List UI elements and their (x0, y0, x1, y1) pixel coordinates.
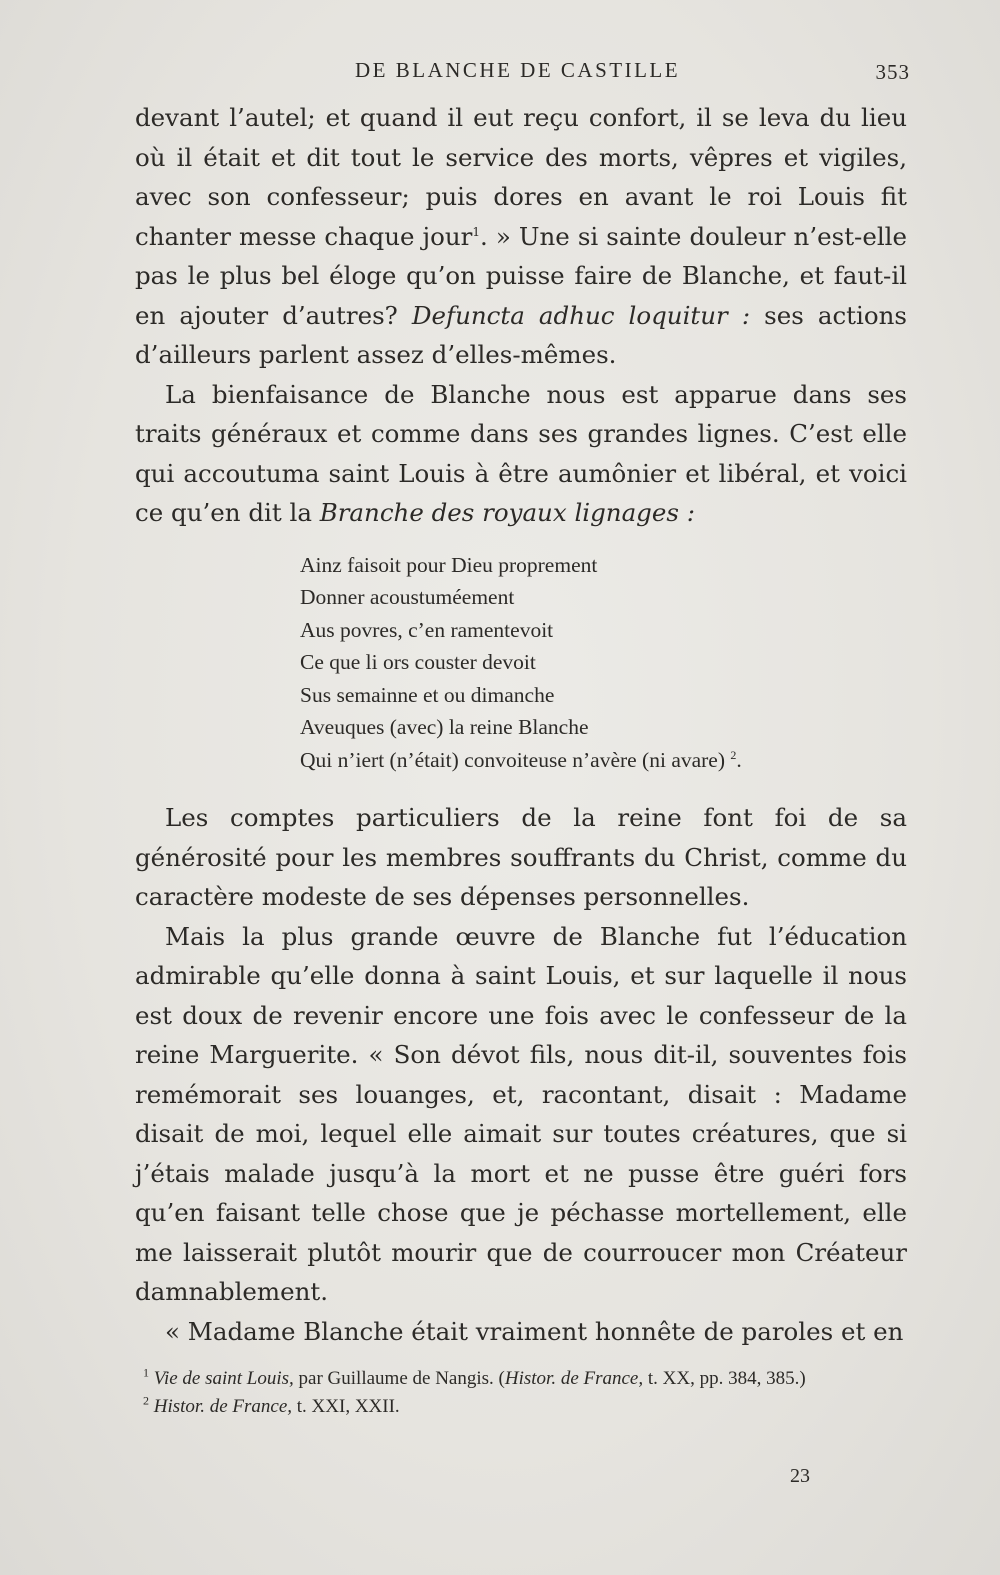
footnote-2-source: Histor. de France, (153, 1396, 293, 1417)
verse-line: Aus povres, c’en ramentevoit (300, 617, 554, 642)
paragraph-2 (135, 375, 907, 533)
verse-line: Sus semainne et ou dimanche (300, 682, 555, 707)
verse-line: Donner acoustuméement (300, 585, 515, 609)
verse-line-last (300, 744, 907, 777)
signature-mark: 23 (790, 1465, 810, 1487)
text-run: par Guillaume de Nangis. ( (293, 1368, 505, 1389)
footnote-1-source: Histor. de France, (504, 1368, 644, 1389)
page-header (130, 58, 910, 88)
work-title: Branche des royaux lignages : (319, 498, 695, 527)
verse-line: Ce que li ors couster devoit (300, 650, 536, 674)
text-run: ses actions d’ailleurs parlent assez d’elles-mêmes. (135, 300, 907, 369)
footnote-1 (125, 1365, 910, 1393)
footnote-2 (125, 1393, 910, 1421)
text-run: . » Une si sainte douleur n’est-elle pas le plus bel éloge qu’on puisse faire de Blanche, et faut-il en ajouter d’autres? (135, 221, 907, 330)
footnote-2-mark: 2 (143, 1393, 149, 1408)
text-run: devant l’autel; et quand il eut reçu confort, il se leva du lieu où il était et dit tout le service des morts, vêpres et vigiles, avec son confesseur; puis dores en avant le roi Louis fit chanter messe chaque jour (135, 103, 907, 251)
verse-text: Qui n’iert (n’était) convoiteuse n’avère (ni avare) (300, 747, 726, 772)
verse-line: Aveuques (avec) la reine Blanche (300, 715, 589, 739)
text-run: t. XXI, XXII. (292, 1396, 400, 1417)
footnote-ref-2: 2 (730, 747, 737, 762)
paragraph-3: Les comptes particuliers de la reine font foi de sa générosité pour les membres souffrants du Christ, comme du caractère modeste de ses dépenses personnelles. (135, 803, 907, 911)
paragraph-1 (135, 98, 907, 375)
body-text (135, 98, 907, 1351)
footnotes (125, 1365, 910, 1421)
footnote-1-mark: 1 (143, 1365, 149, 1380)
page-number: 353 (875, 60, 910, 84)
latin-quote: Defuncta adhuc loquitur : (411, 300, 751, 330)
text-run: t. XX, pp. 384, 385.) (643, 1368, 806, 1389)
running-title: DE BLANCHE DE CASTILLE (355, 58, 681, 82)
verse-period: . (736, 747, 742, 772)
paragraph-4: Mais la plus grande œuvre de Blanche fut l’éducation admirable qu’elle donna à saint Louis, et sur laquelle il nous est doux de revenir encore une fois avec le confesseur de la reine Marguerite. « Son dévot fils, nous dit-il, souventes fois remémorait ses louanges, et, racontant, disait : Madame disait de moi, lequel elle aimait sur toutes créatures, que si j’étais malade jusqu’à la mort et ne pusse être guéri fors qu’en faisant telle chose que je péchasse mortellement, elle me laisserait plutôt mourir que de courroucer mon Créateur damnablement. (135, 921, 907, 1306)
text-run: La bienfaisance de Blanche nous est apparue dans ses traits généraux et comme dans ses grandes lignes. C’est elle qui accoutuma saint Louis à être aumônier et libéral, et voici ce qu’en dit la (135, 379, 907, 527)
paragraph-5: « Madame Blanche était vraiment honnête de paroles et en (165, 1316, 904, 1346)
footnote-1-title: Vie de saint Louis, (153, 1368, 294, 1389)
footnote-ref-1: 1 (472, 224, 480, 239)
verse-quotation (300, 549, 907, 777)
verse-line: Ainz faisoit pour Dieu proprement (300, 552, 598, 577)
